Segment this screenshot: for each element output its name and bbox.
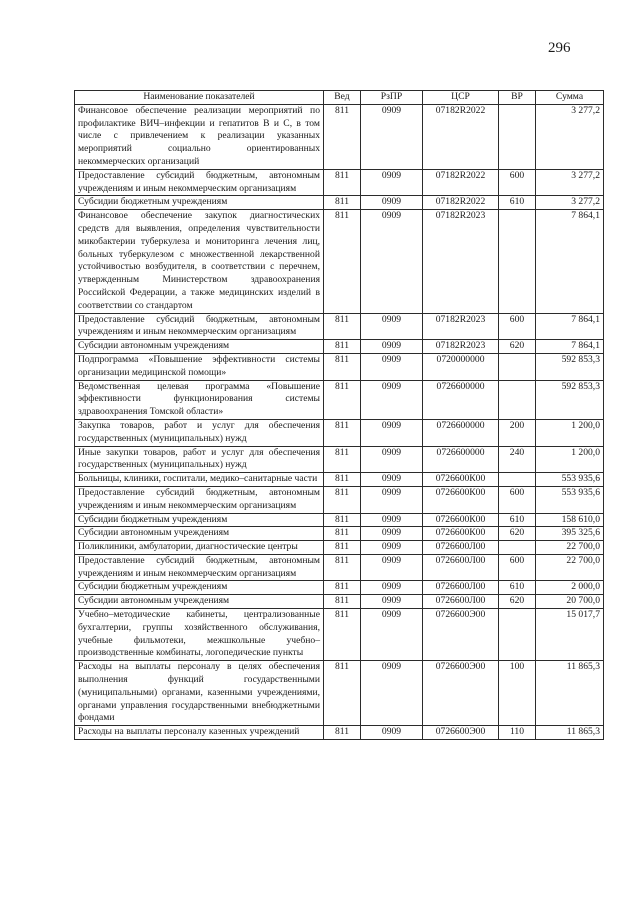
row-ved-cell: 811: [324, 726, 361, 740]
row-csr-cell: 0726600Э00: [423, 609, 499, 661]
row-csr-cell: 0726600000: [423, 380, 499, 419]
row-sum-cell: 1 200,0: [536, 446, 604, 473]
row-name-cell: Ведомственная целевая программа «Повышение эффективности функционирования системы здравоохранения Томской области»: [75, 380, 324, 419]
row-rzpr-cell: 0909: [361, 340, 423, 354]
header-csr: ЦСР: [423, 91, 499, 105]
row-vr-cell: [499, 104, 536, 169]
table-row: [75, 473, 604, 487]
row-ved-cell: 811: [324, 196, 361, 210]
table-header-row: [75, 91, 604, 105]
row-csr-cell: 0726600Э00: [423, 726, 499, 740]
row-rzpr-cell: 0909: [361, 554, 423, 581]
row-ved-cell: 811: [324, 419, 361, 446]
table-row: [75, 554, 604, 581]
row-rzpr-cell: 0909: [361, 104, 423, 169]
row-rzpr-cell: 0909: [361, 513, 423, 527]
row-ved-cell: 811: [324, 661, 361, 726]
row-rzpr-cell: 0909: [361, 581, 423, 595]
row-vr-cell: 100: [499, 661, 536, 726]
table-row: [75, 661, 604, 726]
row-csr-cell: 0726600К00: [423, 486, 499, 513]
row-ved-cell: 811: [324, 169, 361, 196]
row-rzpr-cell: 0909: [361, 609, 423, 661]
table-row: [75, 527, 604, 541]
table-row: [75, 541, 604, 555]
row-ved-cell: 811: [324, 541, 361, 555]
row-ved-cell: 811: [324, 554, 361, 581]
row-ved-cell: 811: [324, 340, 361, 354]
row-name-cell: Субсидии бюджетным учреждениям: [75, 196, 324, 210]
row-ved-cell: 811: [324, 104, 361, 169]
row-name-cell: Предоставление субсидий бюджетным, автономным учреждениям и иным некоммерческим организациям: [75, 169, 324, 196]
table-row: [75, 609, 604, 661]
row-ved-cell: 811: [324, 581, 361, 595]
row-csr-cell: 07182R2023: [423, 313, 499, 340]
row-csr-cell: 0726600Л00: [423, 581, 499, 595]
table-row: [75, 104, 604, 169]
row-name-cell: Финансовое обеспечение реализации мероприятий по профилактике ВИЧ–инфекции и гепатитов В и С, в том числе с привлечением к реализации указанных мероприятий социально ориентированных некоммерческих организаций: [75, 104, 324, 169]
header-ved: Вед: [324, 91, 361, 105]
row-sum-cell: 20 700,0: [536, 595, 604, 609]
row-sum-cell: 2 000,0: [536, 581, 604, 595]
row-name-cell: Субсидии автономным учреждениям: [75, 340, 324, 354]
row-vr-cell: 610: [499, 513, 536, 527]
row-name-cell: Предоставление субсидий бюджетным, автономным учреждениям и иным некоммерческим организациям: [75, 554, 324, 581]
row-name-cell: Поликлиники, амбулатории, диагностические центры: [75, 541, 324, 555]
row-csr-cell: 0726600Л00: [423, 541, 499, 555]
row-vr-cell: 600: [499, 486, 536, 513]
row-sum-cell: 592 853,3: [536, 353, 604, 380]
row-ved-cell: 811: [324, 473, 361, 487]
row-csr-cell: 07182R2023: [423, 340, 499, 354]
row-ved-cell: 811: [324, 595, 361, 609]
row-ved-cell: 811: [324, 313, 361, 340]
row-sum-cell: 22 700,0: [536, 554, 604, 581]
row-csr-cell: 0726600К00: [423, 527, 499, 541]
row-name-cell: Субсидии бюджетным учреждениям: [75, 513, 324, 527]
row-ved-cell: 811: [324, 380, 361, 419]
row-rzpr-cell: 0909: [361, 210, 423, 313]
row-sum-cell: 15 017,7: [536, 609, 604, 661]
row-vr-cell: [499, 541, 536, 555]
row-name-cell: Подпрограмма «Повышение эффективности системы организации медицинской помощи»: [75, 353, 324, 380]
table-row: [75, 210, 604, 313]
row-vr-cell: 600: [499, 169, 536, 196]
row-ved-cell: 811: [324, 210, 361, 313]
table-body: [75, 104, 604, 739]
row-name-cell: Финансовое обеспечение закупок диагностических средств для выявления, определения чувствительности микобактерии туберкулеза и мониторинга лечения лиц, больных туберкулезом с множественной лекарственной устойчивостью возбудителя, в соответствии с перечнем, утвержденным Министерством здравоохранения Российской Федерации, а также медицинских изделий в соответствии со стандартом: [75, 210, 324, 313]
row-rzpr-cell: 0909: [361, 595, 423, 609]
header-vr: ВР: [499, 91, 536, 105]
table-row: [75, 513, 604, 527]
table-row: [75, 169, 604, 196]
row-csr-cell: 0726600Л00: [423, 595, 499, 609]
row-sum-cell: 7 864,1: [536, 340, 604, 354]
row-sum-cell: 592 853,3: [536, 380, 604, 419]
row-name-cell: Расходы на выплаты персоналу в целях обеспечения выполнения функций государственными (муниципальными) органами, казенными учреждениями, органами управления государственными внебюджетными фондами: [75, 661, 324, 726]
row-name-cell: Закупка товаров, работ и услуг для обеспечения государственных (муниципальных) нужд: [75, 419, 324, 446]
row-name-cell: Субсидии автономным учреждениям: [75, 595, 324, 609]
row-ved-cell: 811: [324, 446, 361, 473]
row-sum-cell: 553 935,6: [536, 486, 604, 513]
table-row: [75, 595, 604, 609]
row-vr-cell: 620: [499, 595, 536, 609]
row-sum-cell: 1 200,0: [536, 419, 604, 446]
row-ved-cell: 811: [324, 513, 361, 527]
row-rzpr-cell: 0909: [361, 353, 423, 380]
row-vr-cell: 610: [499, 581, 536, 595]
row-rzpr-cell: 0909: [361, 419, 423, 446]
row-ved-cell: 811: [324, 527, 361, 541]
row-sum-cell: 22 700,0: [536, 541, 604, 555]
row-vr-cell: 600: [499, 313, 536, 340]
table-row: [75, 313, 604, 340]
row-rzpr-cell: 0909: [361, 446, 423, 473]
row-name-cell: Предоставление субсидий бюджетным, автономным учреждениям и иным некоммерческим организациям: [75, 486, 324, 513]
row-csr-cell: 07182R2022: [423, 196, 499, 210]
page-number: 296: [548, 40, 571, 56]
row-name-cell: Иные закупки товаров, работ и услуг для обеспечения государственных (муниципальных) нужд: [75, 446, 324, 473]
row-sum-cell: 395 325,6: [536, 527, 604, 541]
row-rzpr-cell: 0909: [361, 726, 423, 740]
row-vr-cell: [499, 353, 536, 380]
table-row: [75, 446, 604, 473]
row-sum-cell: 7 864,1: [536, 210, 604, 313]
row-name-cell: Учебно–методические кабинеты, централизованные бухгалтерии, группы хозяйственного обслуживания, учебные фильмотеки, межшкольные учебно–производственные комбинаты, логопедические пункты: [75, 609, 324, 661]
row-vr-cell: 240: [499, 446, 536, 473]
row-rzpr-cell: 0909: [361, 169, 423, 196]
row-sum-cell: 158 610,0: [536, 513, 604, 527]
row-ved-cell: 811: [324, 353, 361, 380]
row-sum-cell: 3 277,2: [536, 104, 604, 169]
row-rzpr-cell: 0909: [361, 313, 423, 340]
row-ved-cell: 811: [324, 609, 361, 661]
row-vr-cell: 600: [499, 554, 536, 581]
header-name: Наименование показателей: [75, 91, 324, 105]
row-rzpr-cell: 0909: [361, 486, 423, 513]
table-row: [75, 581, 604, 595]
header-sum: Сумма: [536, 91, 604, 105]
row-csr-cell: 0726600Л00: [423, 554, 499, 581]
row-rzpr-cell: 0909: [361, 473, 423, 487]
row-sum-cell: 11 865,3: [536, 661, 604, 726]
row-vr-cell: 200: [499, 419, 536, 446]
row-csr-cell: 07182R2023: [423, 210, 499, 313]
row-name-cell: Больницы, клиники, госпитали, медико–санитарные части: [75, 473, 324, 487]
table-row: [75, 340, 604, 354]
row-vr-cell: [499, 380, 536, 419]
header-rzpr: РзПР: [361, 91, 423, 105]
table-row: [75, 353, 604, 380]
row-vr-cell: 620: [499, 527, 536, 541]
table-row: [75, 380, 604, 419]
row-vr-cell: [499, 473, 536, 487]
row-sum-cell: 3 277,2: [536, 169, 604, 196]
row-vr-cell: 610: [499, 196, 536, 210]
table-row: [75, 419, 604, 446]
row-csr-cell: 07182R2022: [423, 169, 499, 196]
row-sum-cell: 553 935,6: [536, 473, 604, 487]
row-csr-cell: 0726600000: [423, 446, 499, 473]
row-csr-cell: 07182R2022: [423, 104, 499, 169]
row-sum-cell: 7 864,1: [536, 313, 604, 340]
row-rzpr-cell: 0909: [361, 541, 423, 555]
row-rzpr-cell: 0909: [361, 196, 423, 210]
row-csr-cell: 0726600К00: [423, 513, 499, 527]
row-name-cell: Расходы на выплаты персоналу казенных учреждений: [75, 726, 324, 740]
row-sum-cell: 11 865,3: [536, 726, 604, 740]
table-row: [75, 486, 604, 513]
row-csr-cell: 0720000000: [423, 353, 499, 380]
row-sum-cell: 3 277,2: [536, 196, 604, 210]
row-rzpr-cell: 0909: [361, 527, 423, 541]
row-ved-cell: 811: [324, 486, 361, 513]
table-row: [75, 726, 604, 740]
row-csr-cell: 0726600К00: [423, 473, 499, 487]
budget-table: [74, 90, 604, 740]
row-rzpr-cell: 0909: [361, 661, 423, 726]
row-vr-cell: 620: [499, 340, 536, 354]
row-name-cell: Субсидии бюджетным учреждениям: [75, 581, 324, 595]
row-name-cell: Субсидии автономным учреждениям: [75, 527, 324, 541]
row-name-cell: Предоставление субсидий бюджетным, автономным учреждениям и иным некоммерческим организациям: [75, 313, 324, 340]
table-row: [75, 196, 604, 210]
row-csr-cell: 0726600000: [423, 419, 499, 446]
row-vr-cell: [499, 210, 536, 313]
row-rzpr-cell: 0909: [361, 380, 423, 419]
row-vr-cell: [499, 609, 536, 661]
row-csr-cell: 0726600Э00: [423, 661, 499, 726]
row-vr-cell: 110: [499, 726, 536, 740]
